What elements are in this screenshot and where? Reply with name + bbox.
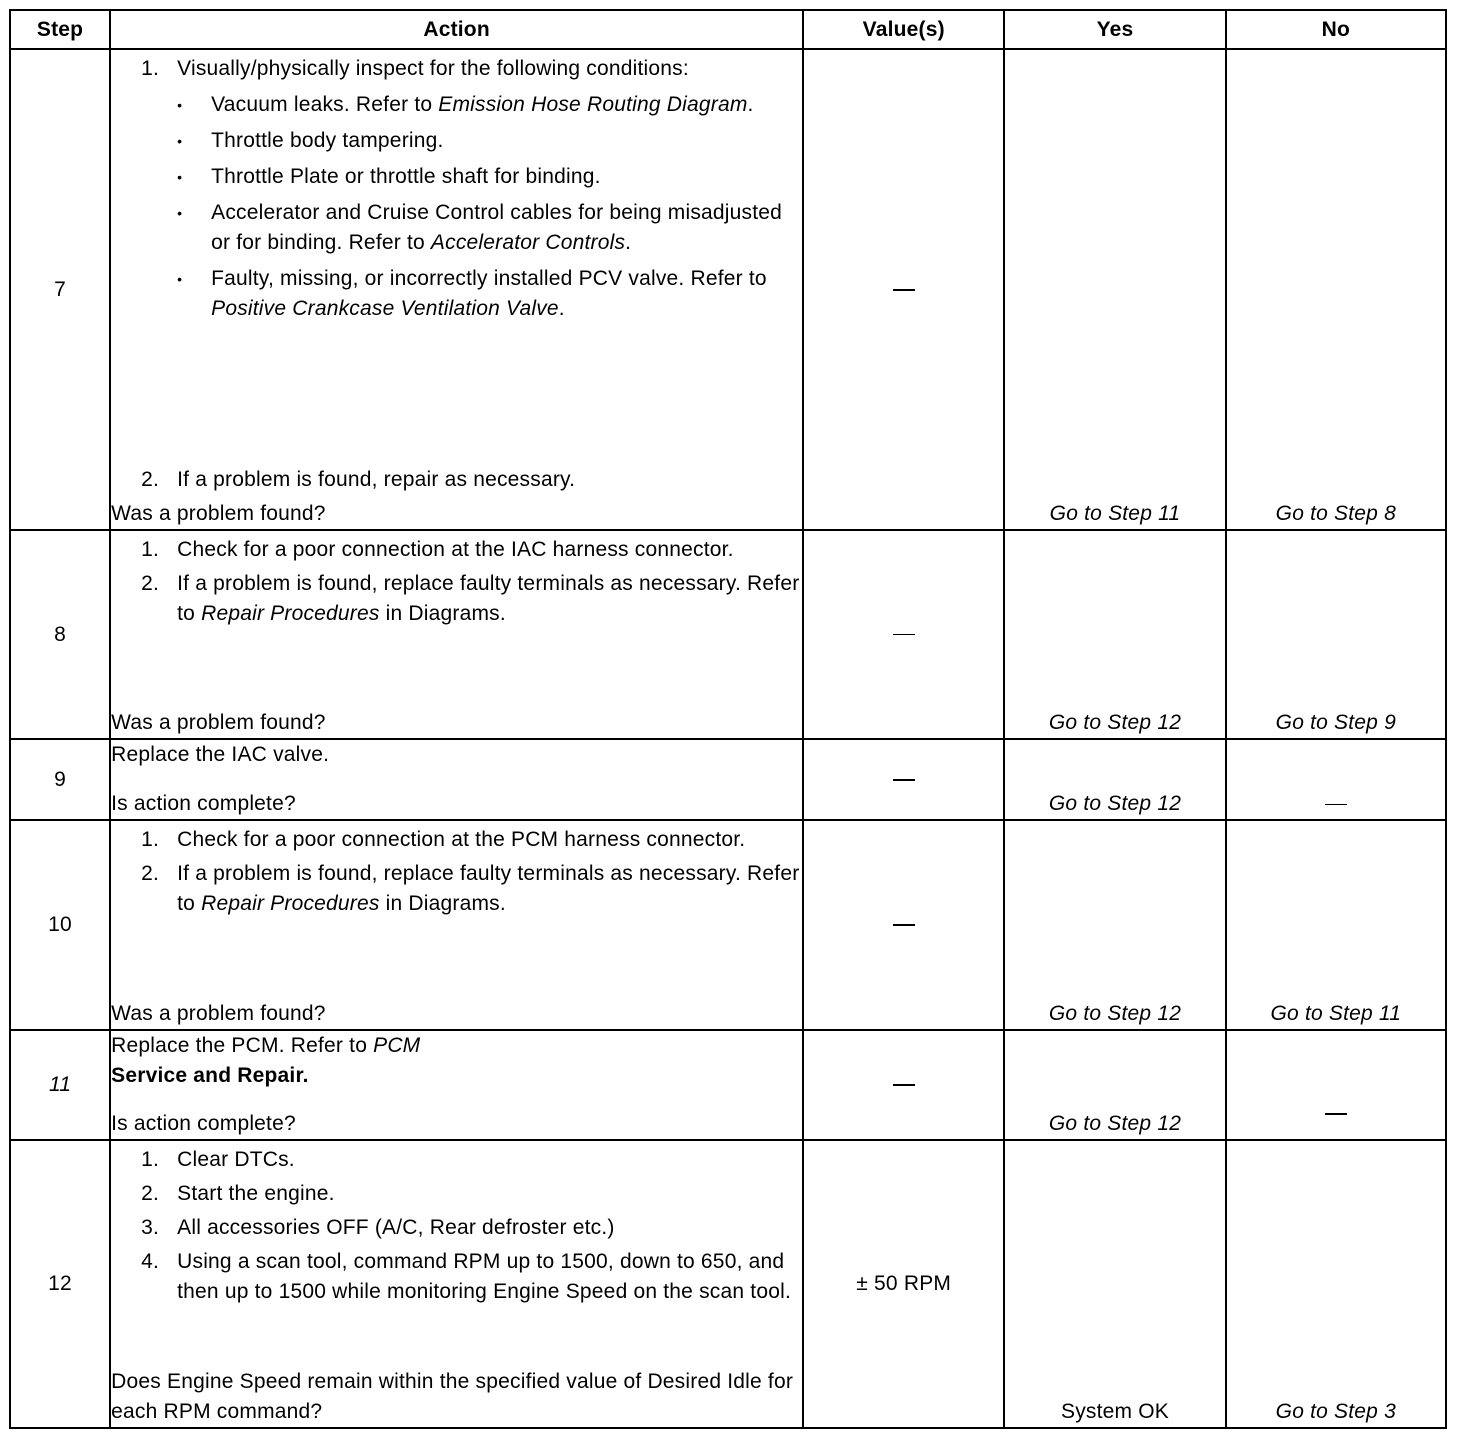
bullet-icon: •	[177, 205, 183, 221]
no-cell: Go to Step 3	[1226, 1140, 1446, 1428]
list-item: • Throttle Plate or throttle shaft for binding.	[177, 162, 802, 192]
list-item: • Throttle body tampering.	[177, 126, 802, 156]
question-text: Is action complete?	[111, 792, 296, 815]
value-cell	[803, 739, 1004, 820]
list-item: 2. If a problem is found, replace faulty terminals as necessary. Refer to Repair Procedures in Diagrams.	[141, 862, 800, 915]
list-item: 1. Clear DTCs.	[141, 1148, 295, 1171]
action-cell	[110, 820, 803, 1030]
header-action: Action	[110, 10, 803, 49]
yes-cell: Go to Step 12	[1004, 530, 1225, 739]
no-cell: Go to Step 9	[1226, 530, 1446, 739]
header-values: Value(s)	[803, 10, 1004, 49]
dash-mark	[893, 634, 915, 635]
doc-reference-bold: Service and Repair.	[111, 1064, 309, 1087]
dash-mark	[893, 779, 915, 781]
table-row	[10, 739, 1446, 820]
list-item: 2. Start the engine.	[141, 1182, 335, 1205]
doc-reference: Repair Procedures	[201, 892, 380, 915]
action-cell	[110, 1140, 803, 1428]
dash-mark	[893, 1084, 915, 1086]
table-row	[10, 1030, 1446, 1140]
list-item: • Accelerator and Cruise Control cables for being misadjusted or for binding. Refer to Accelerator Controls.	[177, 198, 802, 258]
action-cell	[110, 530, 803, 739]
dash-mark	[1325, 804, 1347, 805]
question-text: Was a problem found?	[111, 711, 326, 734]
question-text: Is action complete?	[111, 1112, 296, 1135]
question-text: Was a problem found?	[111, 1002, 326, 1025]
yes-cell: Go to Step 12	[1004, 739, 1225, 820]
step-number: 12	[10, 1140, 110, 1428]
dash-mark	[1325, 1113, 1347, 1115]
yes-cell: System OK	[1004, 1140, 1225, 1428]
table-row	[10, 49, 1446, 530]
table-row	[10, 820, 1446, 1030]
action-cell	[110, 739, 803, 820]
diagnostic-table	[9, 9, 1447, 1429]
header-row	[10, 10, 1446, 49]
header-yes: Yes	[1004, 10, 1225, 49]
list-item: • Vacuum leaks. Refer to Emission Hose Routing Diagram.	[177, 90, 802, 120]
bullet-icon: •	[177, 97, 183, 113]
bullet-icon: •	[177, 169, 183, 185]
list-item: 2. If a problem is found, replace faulty terminals as necessary. Refer to Repair Procedures in Diagrams.	[141, 572, 800, 625]
dash-mark	[893, 924, 915, 926]
value-cell	[803, 530, 1004, 739]
no-cell: Go to Step 11	[1226, 820, 1446, 1030]
step-number: 7	[10, 49, 110, 530]
yes-cell: Go to Step 11	[1004, 49, 1225, 530]
value-cell	[803, 1030, 1004, 1140]
step-number: 11	[10, 1030, 110, 1140]
action-cell	[110, 1030, 803, 1140]
action-text: Replace the PCM. Refer to PCM	[111, 1034, 421, 1057]
list-item: 3. All accessories OFF (A/C, Rear defroster etc.)	[141, 1216, 615, 1239]
yes-cell: Go to Step 12	[1004, 820, 1225, 1030]
value-cell	[803, 820, 1004, 1030]
action-cell	[110, 49, 803, 530]
step-number: 9	[10, 739, 110, 820]
bullet-icon: •	[177, 271, 183, 287]
list-item: • Faulty, missing, or incorrectly installed PCV valve. Refer to Positive Crankcase Ventilation Valve.	[177, 264, 802, 324]
list-item: 1. Check for a poor connection at the PCM harness connector.	[141, 828, 746, 851]
header-no: No	[1226, 10, 1446, 49]
doc-reference: Accelerator Controls	[430, 231, 626, 254]
value-cell	[803, 49, 1004, 530]
list-item: 4. Using a scan tool, command RPM up to 1500, down to 650, and then up to 1500 while monitoring Engine Speed on the scan tool.	[141, 1250, 791, 1303]
list-item: 2. If a problem is found, repair as necessary.	[141, 468, 576, 491]
list-item: 1. Check for a poor connection at the IAC harness connector.	[141, 538, 734, 561]
question-text: Was a problem found?	[111, 502, 326, 525]
yes-cell: Go to Step 12	[1004, 1030, 1225, 1140]
step-number: 10	[10, 820, 110, 1030]
action-text: Replace the IAC valve.	[111, 743, 330, 766]
doc-reference: Repair Procedures	[201, 602, 380, 625]
no-cell	[1226, 739, 1446, 820]
no-cell: Go to Step 8	[1226, 49, 1446, 530]
list-item: 1. Visually/physically inspect for the following conditions:	[141, 57, 689, 80]
no-cell	[1226, 1030, 1446, 1140]
table-row	[10, 530, 1446, 739]
bullet-icon: •	[177, 133, 183, 149]
value-cell: ± 50 RPM	[803, 1140, 1004, 1428]
doc-reference: Positive Crankcase Ventilation Valve	[211, 297, 559, 320]
header-step: Step	[10, 10, 110, 49]
doc-reference: PCM	[373, 1034, 421, 1057]
step-number: 8	[10, 530, 110, 739]
question-text: Does Engine Speed remain within the specified value of Desired Idle for each RPM command?	[111, 1370, 794, 1423]
table-row	[10, 1140, 1446, 1428]
dash-mark	[893, 289, 915, 291]
doc-reference: Emission Hose Routing Diagram	[438, 93, 748, 116]
